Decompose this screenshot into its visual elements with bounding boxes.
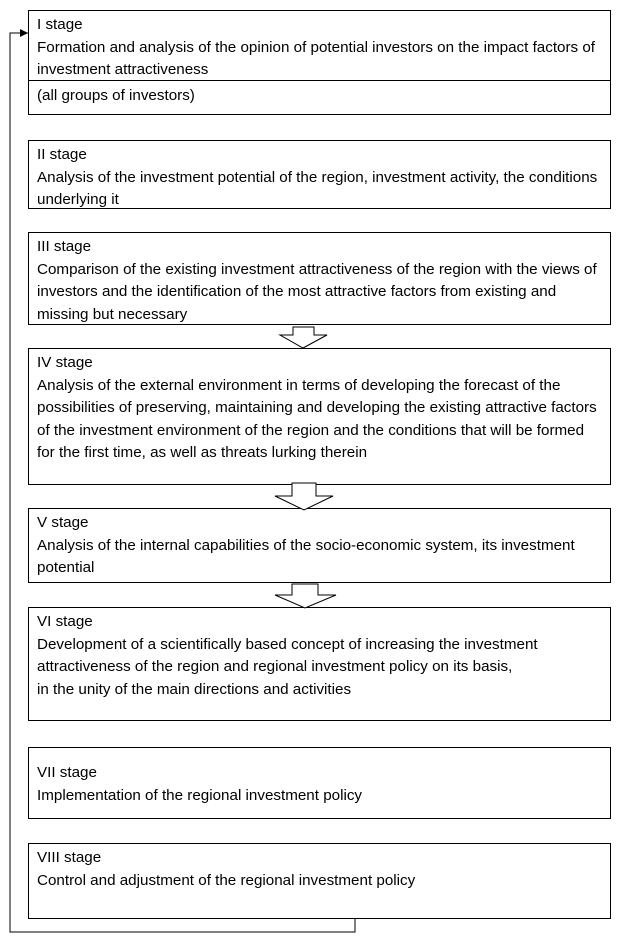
- stage-6-text-2: in the unity of the main directions and activities: [37, 680, 352, 698]
- stage-3-title: III stage: [37, 238, 92, 255]
- down-arrow-icon-3-to-4: [280, 327, 327, 348]
- stage-4-title: IV stage: [37, 354, 93, 371]
- stage-6-text: Development of a scientifically based concept of increasing the investment attractiveness of the region and regional investment policy on its basis,: [37, 635, 538, 675]
- stage-7-text: Implementation of the regional investment policy: [37, 786, 363, 804]
- stage-1-text: Formation and analysis of the opinion of potential investors on the impact factors of investment attractiveness: [37, 38, 596, 78]
- stage-1-note: (all groups of investors): [37, 87, 195, 104]
- stage-5-text: Analysis of the internal capabilities of the socio-economic system, its investment potential: [37, 536, 575, 576]
- stage-5-title: V stage: [37, 514, 89, 531]
- stage-7-title: VII stage: [37, 764, 97, 781]
- down-arrow-icon-4-to-5: [275, 483, 333, 510]
- stage-2-text: Analysis of the investment potential of the region, investment activity, the conditions underlying it: [37, 168, 598, 208]
- stage-4-text: Analysis of the external environment in terms of developing the forecast of the possibilities of preserving, maintaining and developing the existing attractive factors of the investment environment of the region and the conditions that will be formed for the first time, as well as threats lurking therein: [37, 376, 597, 461]
- stage-3-text: Comparison of the existing investment attractiveness of the region with the views of investors and the identification of the most attractive factors from existing and missing but necessary: [37, 260, 597, 323]
- down-arrow-icon-5-to-6: [275, 584, 336, 608]
- stage-8-text: Control and adjustment of the regional investment policy: [37, 871, 416, 889]
- stage-8-title: VIII stage: [37, 849, 102, 866]
- stage-6-title: VI stage: [37, 613, 93, 630]
- stage-1-title: I stage: [37, 16, 83, 33]
- stage-2-title: II stage: [37, 146, 87, 163]
- feedback-loop-arrowhead-icon: [20, 29, 28, 37]
